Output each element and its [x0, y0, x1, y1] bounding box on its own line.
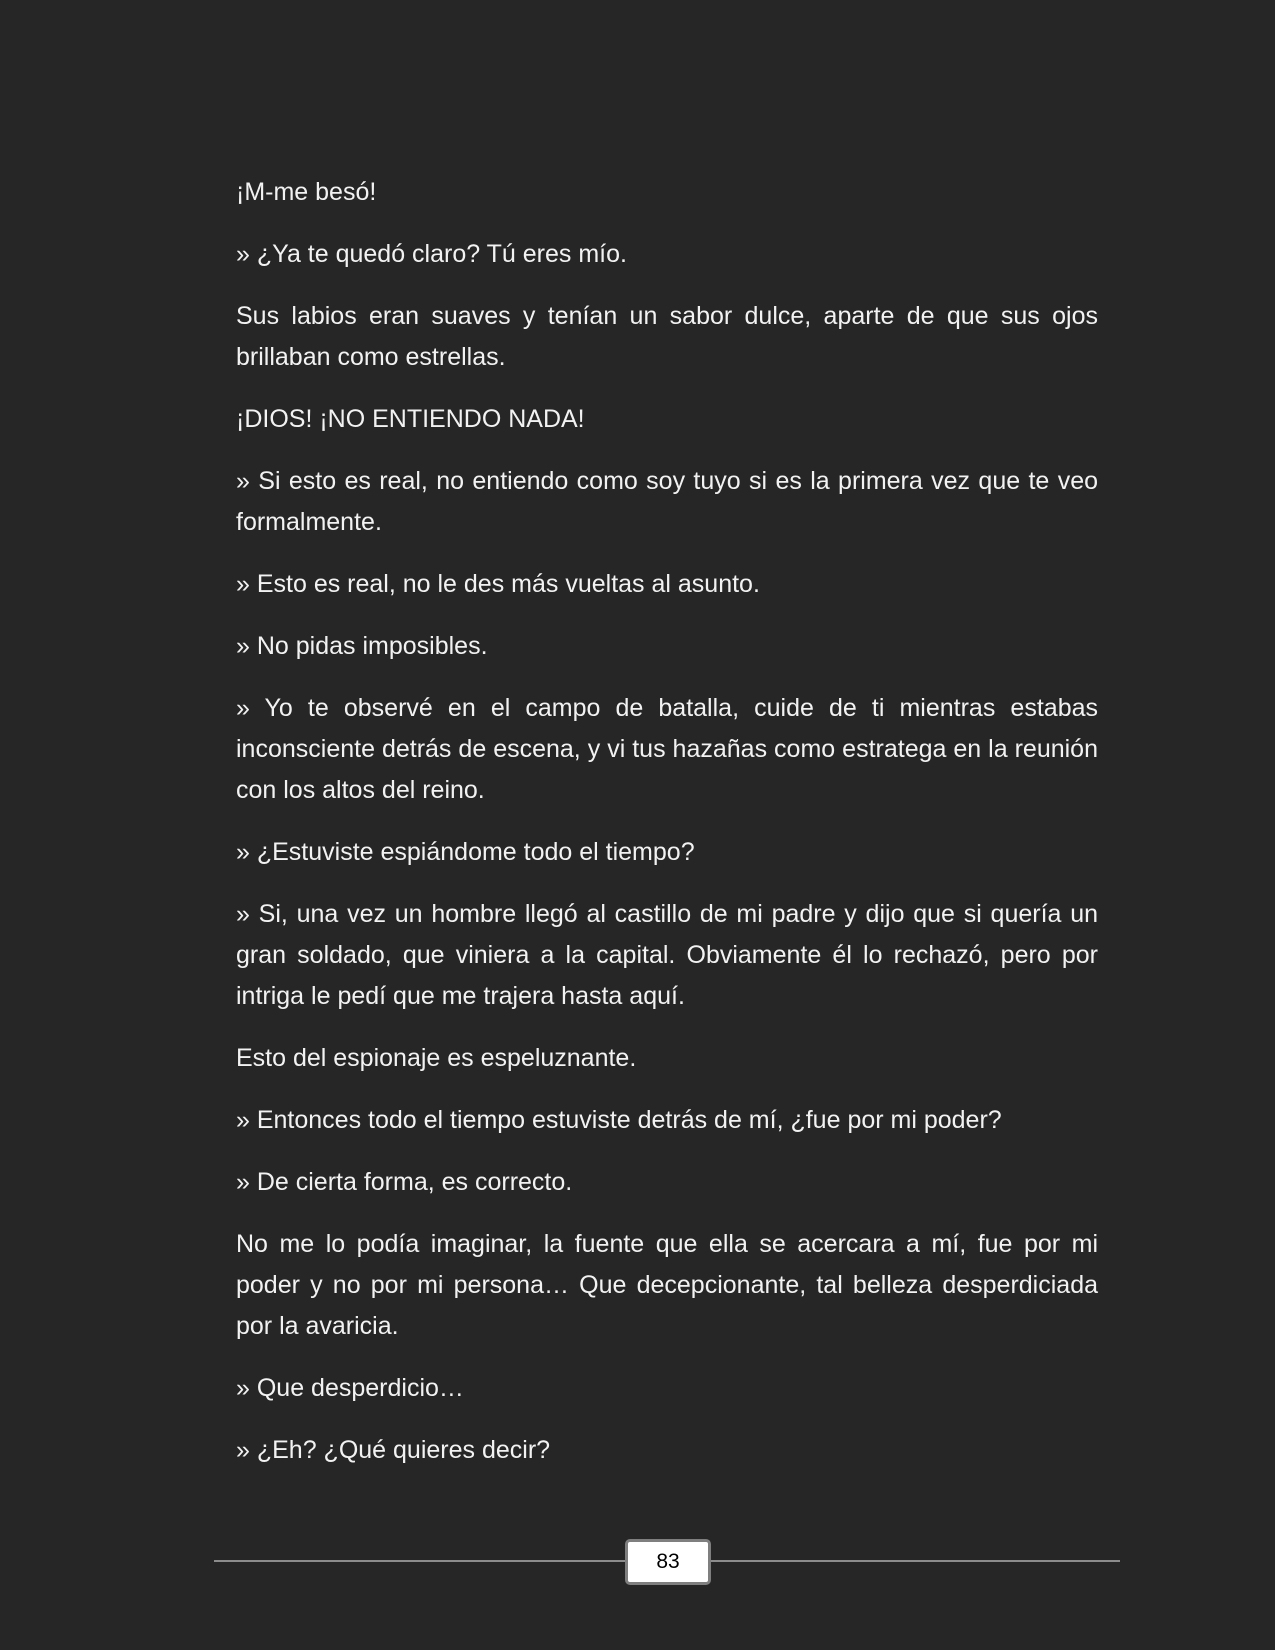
paragraph: Esto del espionaje es espeluznante.: [236, 1044, 637, 1072]
paragraph: No me lo podía imaginar, la fuente que ella se acercara a mí, fue por mi poder y no por mi persona… Que decepcionante, tal belleza desperdiciada por la avaricia.: [236, 1230, 1098, 1340]
paragraph: » ¿Estuviste espiándome todo el tiempo?: [236, 838, 695, 866]
page-footer: [214, 1539, 1120, 1583]
paragraph: » Yo te observé en el campo de batalla, cuide de ti mientras estabas inconsciente detrás de escena, y vi tus hazañas como estratega en la reunión con los altos del reino.: [236, 694, 1098, 804]
paragraph: » Si esto es real, no entiendo como soy tuyo si es la primera vez que te veo formalmente.: [236, 467, 1098, 536]
paragraph: » ¿Eh? ¿Qué quieres decir?: [236, 1436, 551, 1464]
paragraph: » No pidas imposibles.: [236, 632, 488, 660]
paragraph: Sus labios eran suaves y tenían un sabor dulce, aparte de que sus ojos brillaban como estrellas.: [236, 302, 1098, 371]
paragraph: » ¿Ya te quedó claro? Tú eres mío.: [236, 240, 627, 268]
paragraph: » Si, una vez un hombre llegó al castillo de mi padre y dijo que si quería un gran soldado, que viniera a la capital. Obviamente él lo rechazó, pero por intriga le pedí que me trajera hasta aquí.: [236, 900, 1098, 1010]
paragraph: ¡DIOS! ¡NO ENTIENDO NADA!: [236, 405, 585, 433]
paragraph: » Que desperdicio…: [236, 1374, 464, 1402]
page-body: [236, 172, 1098, 1492]
paragraph: » Esto es real, no le des más vueltas al asunto.: [236, 570, 760, 598]
paragraph: » De cierta forma, es correcto.: [236, 1168, 573, 1196]
paragraph: » Entonces todo el tiempo estuviste detrás de mí, ¿fue por mi poder?: [236, 1106, 1002, 1134]
page-number: 83: [625, 1539, 711, 1585]
paragraph: ¡M-me besó!: [236, 178, 377, 206]
